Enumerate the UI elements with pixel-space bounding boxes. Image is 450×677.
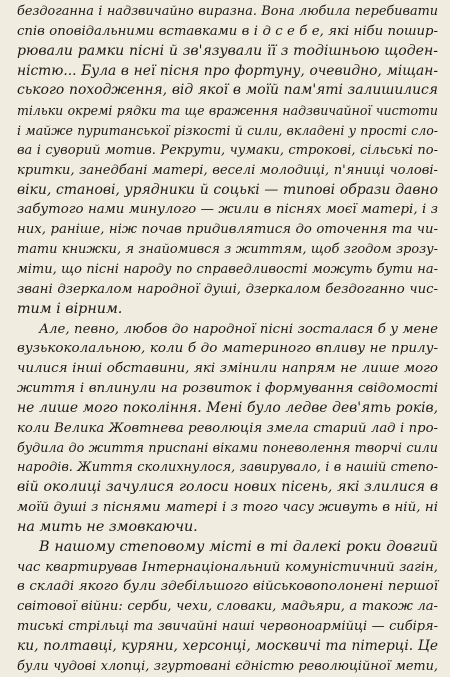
text-line: були чудові хлопці, згуртовані єдністю революційної мети, bbox=[17, 658, 438, 674]
text-line: моїй душі з піснями матері і з того часу живуть в ній, ні bbox=[17, 500, 438, 516]
text-line: вузькоколальною, коли б до материного впливу не прилу- bbox=[17, 340, 438, 357]
text-line: час квартирував Інтернаціональний комуністичний загін, bbox=[17, 559, 438, 575]
text-line: забутого нами минулого — жили в піснях моєї матері, і з bbox=[17, 202, 438, 218]
text-line: звані дзеркалом народної душі, дзеркалом бездоганно чис- bbox=[17, 281, 438, 297]
paragraph-2 bbox=[17, 320, 438, 538]
text-line: чилися інші обставини, які змінили напрям не лише мого bbox=[17, 361, 438, 377]
text-line: світової війни: серби, чехи, словаки, мадьяри, а також ла- bbox=[17, 599, 438, 615]
text-line: ва і суворий мотив. Рекрути, чумаки, строкові, сільські по- bbox=[17, 142, 438, 158]
text-line: ки, полтавці, куряни, херсонці, москвичі та пітерці. Це bbox=[17, 638, 438, 654]
text-line: них, раніше, ніж почав придивлятися до оточення та чи- bbox=[17, 222, 438, 238]
text-line: тільки окремі рядки та ще враження надзвичайної чистоти bbox=[17, 103, 438, 119]
paragraph-3 bbox=[17, 538, 438, 677]
text-line: критки, занедбані матері, веселі молодиці, п'яниці чолові- bbox=[17, 162, 438, 178]
text-line: тиські стрільці та звичайні наші червоноармійці — сибіря- bbox=[17, 619, 438, 635]
text-line: Але, певно, любов до народної пісні зосталася б у мене bbox=[39, 321, 438, 337]
text-line: тим і вірним. bbox=[17, 300, 123, 317]
text-line: ністю... Була в неї пісня про фортуну, очевидно, міщан- bbox=[17, 62, 438, 79]
text-line: спів оповідальними вставками в і д с е б е, які ніби пошир- bbox=[17, 23, 438, 39]
text-line: коли Велика Жовтнева революція змела старий лад і про- bbox=[17, 420, 438, 436]
text-line: і майже пуританської різкості й сили, вкладені у прості сло- bbox=[17, 123, 438, 139]
text-line: тати книжки, я знайомився з життям, щоб згодом зрозу- bbox=[17, 242, 438, 258]
text-line: віки, станові, урядники й соцькі — типові образи давно bbox=[17, 181, 438, 198]
text-line: В нашому степовому місті в ті далекі роки довгий bbox=[39, 538, 438, 555]
text-line: на мить не змовкаючи. bbox=[17, 518, 198, 535]
text-line: міти, що пісні народу по справедливості можуть бути на- bbox=[17, 261, 438, 277]
text-line: життя і вплинули на розвиток і формування свідомості bbox=[17, 381, 438, 397]
text-line: в складі якого були здебільшого військовополонені першої bbox=[17, 579, 438, 595]
text-line: вій околиці зачулися голоси нових пісень, які злилися в bbox=[17, 479, 438, 496]
text-line: не лише мого покоління. Мені було ледве дев'ять років, bbox=[17, 399, 438, 416]
text-line: рювали рамки пісні й зв'язували її з тодішньою щоден- bbox=[17, 42, 438, 59]
text-line: ського походження, від якої в моїй пам'яті залишилися bbox=[17, 82, 438, 99]
text-line: бездоганна і надзвичайно виразна. Вона любила перебивати bbox=[17, 4, 438, 19]
text-line: будила до життя приспані віками поневолення творчі сили bbox=[17, 440, 438, 456]
paragraph-1 bbox=[17, 2, 438, 320]
text-line: народів. Життя сколихнулося, завирувало, і в нашій степо- bbox=[17, 460, 438, 476]
